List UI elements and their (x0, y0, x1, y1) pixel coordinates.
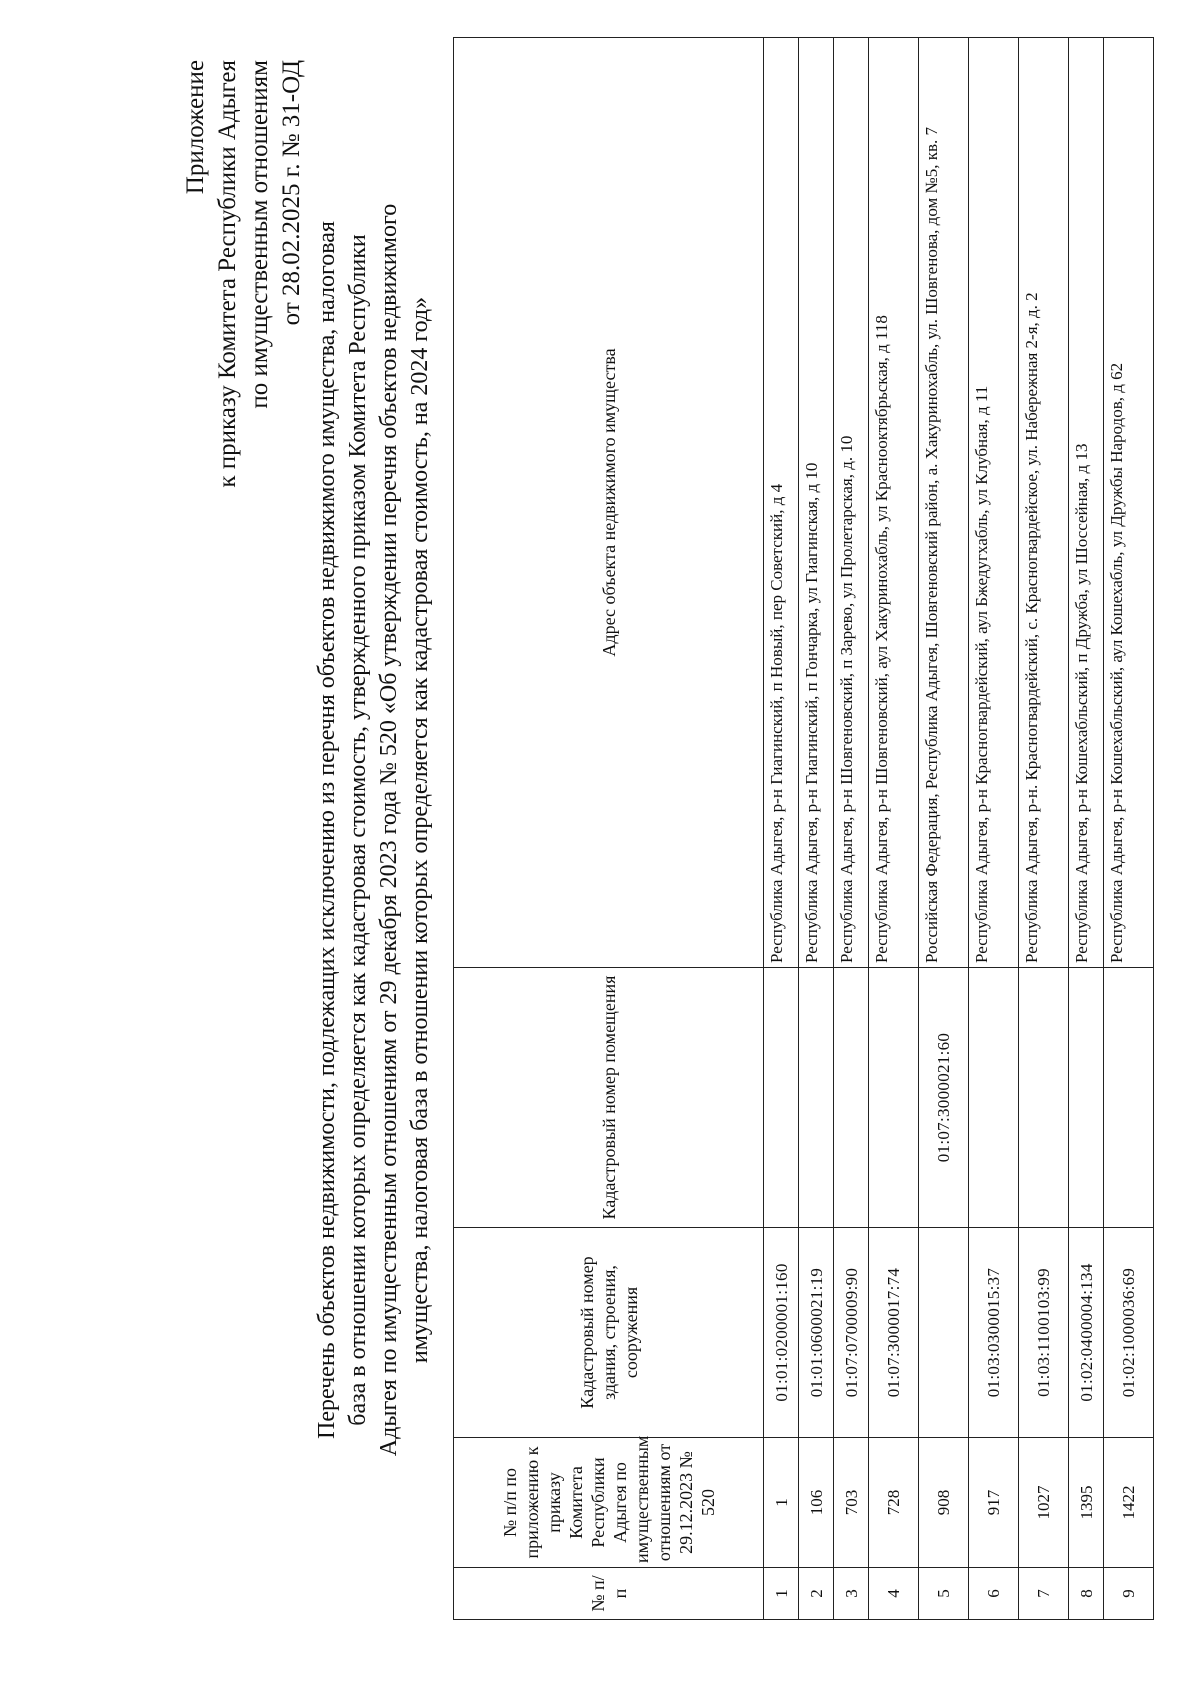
cell-building: 01:02:0400004:134 (1069, 1228, 1104, 1438)
cell-address: Российская Федерация, Республика Адыгея, Шовгеновский район, а. Хакуринохабль, ул. Шовгенова, дом №5, кв. 7 (919, 38, 969, 968)
cell-ref: 1422 (1104, 1438, 1154, 1568)
cell-building (919, 1228, 969, 1438)
title-line-4: имущества, налоговая база в отношении которых определяется как кадастровая стоимость, на 2024 год» (407, 296, 433, 1364)
cell-no: 1 (764, 1568, 799, 1620)
cell-ref: 728 (869, 1438, 919, 1568)
cell-address: Республика Адыгея, р-н Кошехабльский, п Дружба, ул Шоссейная, д 13 (1069, 38, 1104, 968)
property-table (453, 37, 1154, 1620)
cell-address: Республика Адыгея, р-н Гиагинский, п Новый, пер Советский, д 4 (764, 38, 799, 968)
table-row (799, 38, 834, 1620)
cell-ref: 1395 (1069, 1438, 1104, 1568)
cell-no: 6 (969, 1568, 1019, 1620)
header-room-cadastral: Кадастровый номер помещения (454, 968, 764, 1228)
cell-room (834, 968, 869, 1228)
cell-room (869, 968, 919, 1228)
document-title (312, 40, 436, 1620)
cell-building: 01:07:0700009:90 (834, 1228, 869, 1438)
cell-ref: 1 (764, 1438, 799, 1568)
table-row (869, 38, 919, 1620)
approval-line-3: по имущественным отношениям (246, 60, 273, 409)
cell-room (764, 968, 799, 1228)
header-no: № п/п (454, 1568, 764, 1620)
cell-room: 01:07:3000021:60 (919, 968, 969, 1228)
approval-line-4: от 28.02.2025 г. № 31-ОД (278, 60, 305, 326)
cell-building: 01:01:0200001:160 (764, 1228, 799, 1438)
cell-no: 8 (1069, 1568, 1104, 1620)
cell-address: Республика Адыгея, р-н Красногвардейский, аул Бжедугхабль, ул Клубная, д 11 (969, 38, 1019, 968)
cell-address: Республика Адыгея, р-н Гиагинский, п Гончарка, ул Гиагинская, д 10 (799, 38, 834, 968)
cell-no: 2 (799, 1568, 834, 1620)
cell-no: 4 (869, 1568, 919, 1620)
cell-ref: 917 (969, 1438, 1019, 1568)
header-address: Адрес объекта недвижимого имущества (454, 38, 764, 968)
document-sheet (180, 20, 1180, 1620)
title-line-1: Перечень объектов недвижимости, подлежащих исключению из перечня объектов недвижимого имущества, налоговая (314, 221, 340, 1439)
table-row (1069, 38, 1104, 1620)
table-row (919, 38, 969, 1620)
table-row (969, 38, 1019, 1620)
table-row (1019, 38, 1069, 1620)
cell-room (1019, 968, 1069, 1228)
cell-no: 5 (919, 1568, 969, 1620)
cell-room (969, 968, 1019, 1228)
cell-address: Республика Адыгея, р-н Шовгеновский, аул Хакуринохабль, ул Краснооктябрьская, д 118 (869, 38, 919, 968)
cell-ref: 1027 (1019, 1438, 1069, 1568)
cell-building: 01:03:1100103:99 (1019, 1228, 1069, 1438)
cell-building: 01:07:3000017:74 (869, 1228, 919, 1438)
approval-line-1: Приложение (182, 60, 209, 195)
cell-building: 01:01:0600021:19 (799, 1228, 834, 1438)
cell-ref: 908 (919, 1438, 969, 1568)
table-row (1104, 38, 1154, 1620)
cell-building: 01:02:1000036:69 (1104, 1228, 1154, 1438)
header-ref: № п/п по приложению к приказу Комитета Республики Адыгея по имущественным отношениям от 29.12.2023 № 520 (454, 1438, 764, 1568)
table-row (764, 38, 799, 1620)
cell-room (1104, 968, 1154, 1228)
cell-no: 9 (1104, 1568, 1154, 1620)
cell-building: 01:03:0300015:37 (969, 1228, 1019, 1438)
cell-no: 7 (1019, 1568, 1069, 1620)
cell-ref: 106 (799, 1438, 834, 1568)
approval-block (180, 60, 308, 760)
table-row (834, 38, 869, 1620)
title-line-3: Адыгея по имущественным отношениям от 29 декабря 2023 года № 520 «Об утверждении перечня объектов недвижимого (376, 203, 402, 1457)
cell-no: 3 (834, 1568, 869, 1620)
title-line-2: база в отношении которых определяется как кадастровая стоимость, утвержденного приказом Комитета Республики (345, 234, 371, 1426)
cell-ref: 703 (834, 1438, 869, 1568)
cell-address: Республика Адыгея, р-н Шовгеновский, п Зарево, ул Пролетарская, д. 10 (834, 38, 869, 968)
approval-line-2: к приказу Комитета Республики Адыгея (214, 60, 241, 488)
cell-room (1069, 968, 1104, 1228)
cell-address: Республика Адыгея, р-н Кошехабльский, аул Кошехабль, ул Дружбы Народов, д 62 (1104, 38, 1154, 968)
table-header-row (454, 38, 764, 1620)
cell-room (799, 968, 834, 1228)
cell-address: Республика Адыгея, р-н. Красногвардейский, с. Красногвардейское, ул. Набережная 2-я, д. 2 (1019, 38, 1069, 968)
header-building-cadastral: Кадастровый номер здания, строения, сооружения (454, 1228, 764, 1438)
